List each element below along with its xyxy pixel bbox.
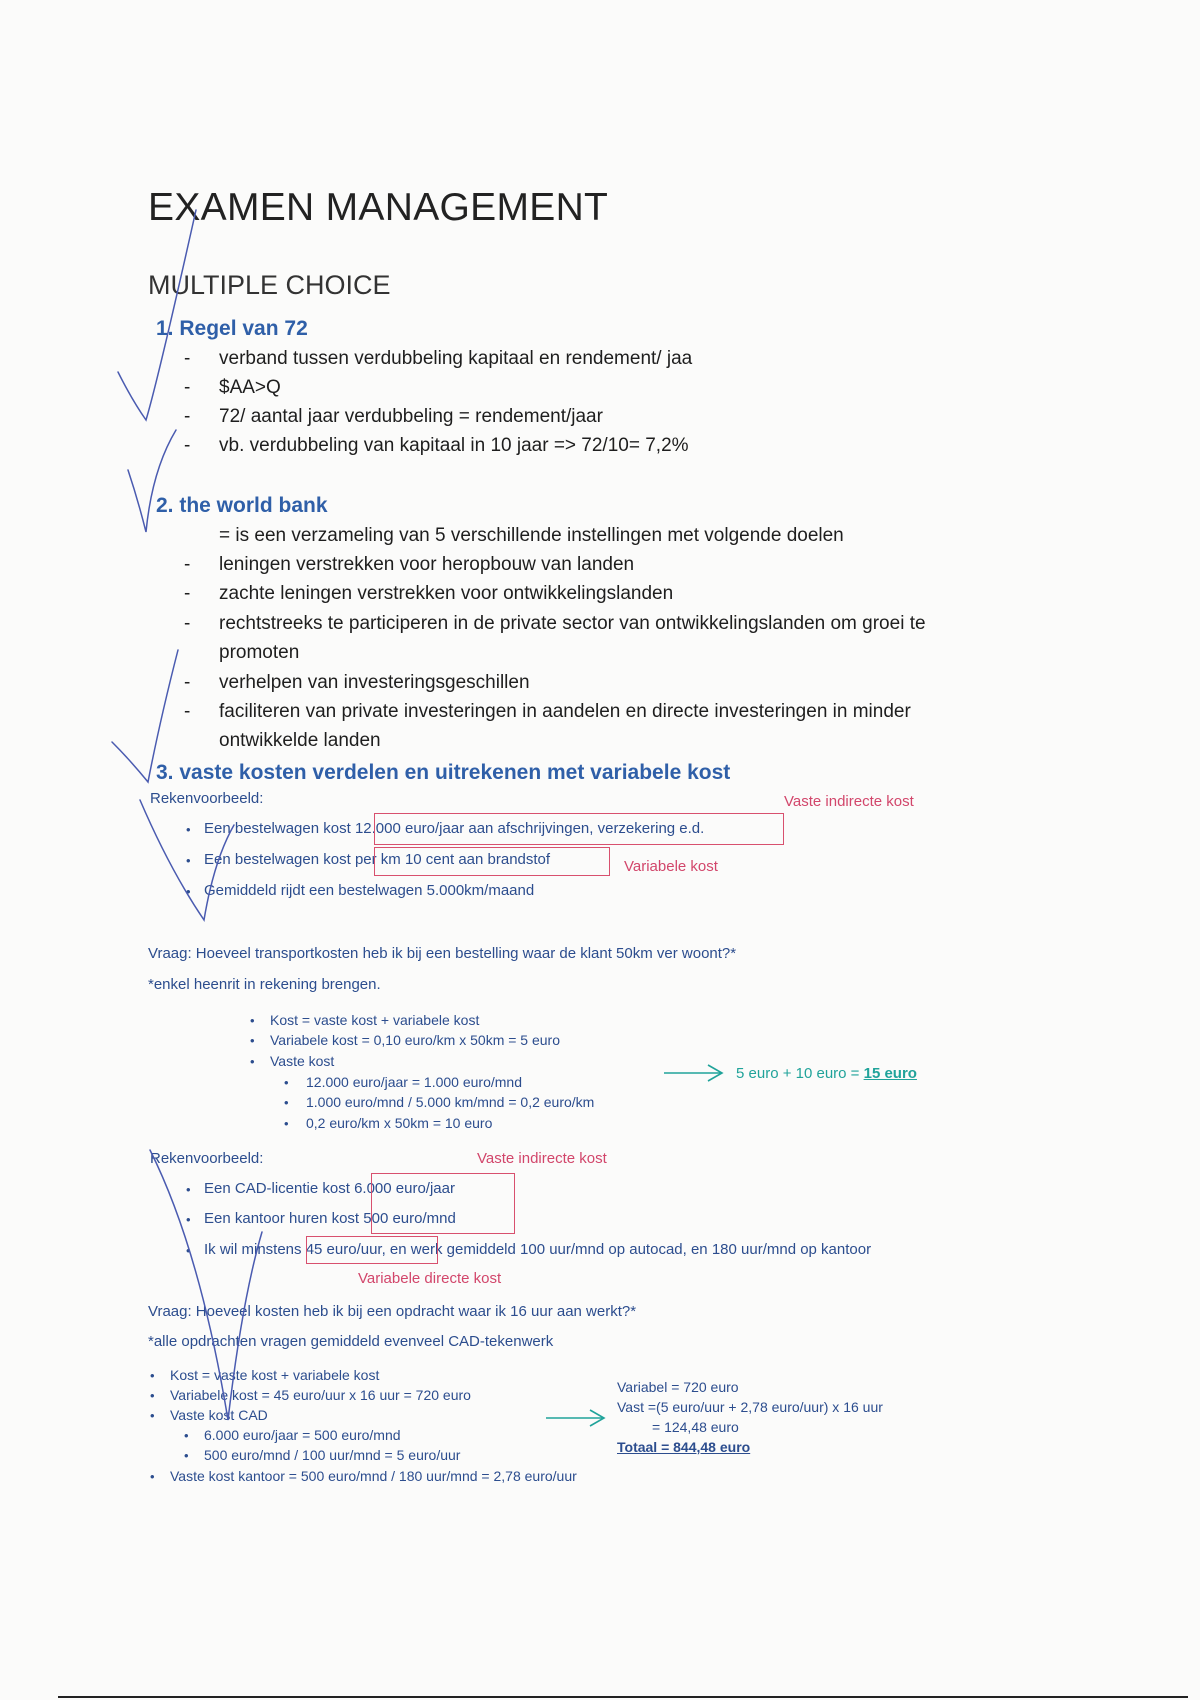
calc-subline: 12.000 euro/jaar = 1.000 euro/mnd xyxy=(306,1074,522,1090)
section-2-intro: = is een verzameling van 5 verschillende instellingen met volgende doelen xyxy=(219,525,844,546)
boxed-variable-cost: 45 euro/uur, en xyxy=(305,1241,407,1258)
calc-subline: 500 euro/mnd / 100 uur/mnd = 5 euro/uur xyxy=(204,1447,461,1463)
pen-check-mark xyxy=(112,210,262,1420)
list-item-continuation: ontwikkelde landen xyxy=(219,730,381,751)
dash-bullet: - xyxy=(184,348,191,369)
example-1-question: Vraag: Hoeveel transportkosten heb ik bij een bestelling waar de klant 50km ver woont?* xyxy=(148,945,737,962)
page-title: EXAMEN MANAGEMENT xyxy=(148,186,609,229)
bullet-dot: • xyxy=(250,1013,255,1028)
bullet-dot: • xyxy=(186,853,191,868)
bullet-dot: • xyxy=(150,1408,155,1423)
dash-bullet: - xyxy=(184,583,191,604)
calc-subline: 0,2 euro/km x 50km = 10 euro xyxy=(306,1115,493,1131)
list-item: rechtstreeks te participeren in de private sector van ontwikkelingslanden om groei te xyxy=(219,613,926,634)
dash-bullet: - xyxy=(184,701,191,722)
item-text: werk gemiddeld 100 uur/mnd op autocad, en 180 uur/mnd op kantoor xyxy=(406,1241,872,1258)
item-text: Ik wil minstens xyxy=(204,1241,306,1258)
annotation-fixed-indirect-cost: Vaste indirecte kost xyxy=(784,793,914,810)
list-item: verhelpen van investeringsgeschillen xyxy=(219,672,530,693)
annotation-fixed-indirect-cost: Vaste indirecte kost xyxy=(477,1150,607,1167)
example-1-note: *enkel heenrit in rekening brengen. xyxy=(148,976,381,993)
annotation-variable-cost: Variabele kost xyxy=(624,858,718,875)
dash-bullet: - xyxy=(184,377,191,398)
boxed-fixed-cost: 12.000 euro/jaar aan afschrijvingen, verzekering e.d. xyxy=(354,820,705,837)
list-item: $AA>Q xyxy=(219,377,281,398)
boxed-variable-cost: per km 10 cent aan brandstof xyxy=(354,851,551,868)
bullet-dot: • xyxy=(150,1368,155,1383)
result-line: Vast =(5 euro/uur + 2,78 euro/uur) x 16 uur xyxy=(617,1399,883,1415)
calc-line: Kost = vaste kost + variabele kost xyxy=(170,1367,380,1383)
bullet-dot: • xyxy=(250,1054,255,1069)
list-item: zachte leningen verstrekken voor ontwikkelingslanden xyxy=(219,583,674,604)
list-item: verband tussen verdubbeling kapitaal en rendement/ jaa xyxy=(219,348,693,369)
calc-subline: 1.000 euro/mnd / 5.000 km/mnd = 0,2 euro/km xyxy=(306,1094,595,1110)
list-item: vb. verdubbeling van kapitaal in 10 jaar => 72/10= 7,2% xyxy=(219,435,689,456)
result-total: 15 euro xyxy=(863,1065,917,1082)
example-2-question: Vraag: Hoeveel kosten heb ik bij een opdracht waar ik 16 uur aan werkt?* xyxy=(148,1303,637,1320)
boxed-fixed-cost: 500 euro/mnd xyxy=(363,1210,456,1227)
list-item-continuation: promoten xyxy=(219,642,300,663)
calc-subline: 6.000 euro/jaar = 500 euro/mnd xyxy=(204,1427,401,1443)
bullet-dot: • xyxy=(184,1448,189,1463)
item-text: Een CAD-licentie kost xyxy=(204,1180,355,1197)
arrow-right-icon xyxy=(546,1410,604,1426)
bullet-dot: • xyxy=(186,1212,191,1227)
dash-bullet: - xyxy=(184,613,191,634)
example-1-item-3: Gemiddeld rijdt een bestelwagen 5.000km/maand xyxy=(204,882,535,899)
result-total: Totaal = 844,48 euro xyxy=(617,1439,751,1455)
result-line: Variabel = 720 euro xyxy=(617,1379,739,1395)
example-1-label: Rekenvoorbeeld: xyxy=(150,790,264,807)
list-item: faciliteren van private investeringen in aandelen en directe investeringen in minder xyxy=(219,701,911,722)
boxed-fixed-cost: 6.000 euro/jaar xyxy=(354,1180,455,1197)
bullet-dot: • xyxy=(186,1182,191,1197)
bullet-dot: • xyxy=(150,1469,155,1484)
dash-bullet: - xyxy=(184,406,191,427)
section-1-heading: 1. Regel van 72 xyxy=(156,317,308,340)
bullet-dot: • xyxy=(186,822,191,837)
section-3-heading: 3. vaste kosten verdelen en uitrekenen met variabele kost xyxy=(156,761,731,784)
annotation-variable-direct-cost: Variabele directe kost xyxy=(358,1270,502,1287)
item-text: Een bestelwagen kost xyxy=(204,820,355,837)
calc-line: Vaste kost xyxy=(270,1053,335,1069)
bullet-dot: • xyxy=(250,1033,255,1048)
result-line: = 124,48 euro xyxy=(652,1419,739,1435)
bullet-dot: • xyxy=(150,1388,155,1403)
example-2-label: Rekenvoorbeeld: xyxy=(150,1150,264,1167)
example-2-note: *alle opdrachten vragen gemiddeld evenveel CAD-tekenwerk xyxy=(148,1333,554,1350)
bullet-dot: • xyxy=(284,1075,289,1090)
bullet-dot: • xyxy=(184,1428,189,1443)
bullet-dot: • xyxy=(284,1116,289,1131)
calc-line: Variabele kost = 0,10 euro/km x 50km = 5 euro xyxy=(270,1032,561,1048)
dash-bullet: - xyxy=(184,672,191,693)
item-text: Een bestelwagen kost xyxy=(204,851,355,868)
item-text: Een kantoor huren kost xyxy=(204,1210,364,1227)
calc-line: Kost = vaste kost + variabele kost xyxy=(270,1012,480,1028)
calc-line: Vaste kost kantoor = 500 euro/mnd / 180 uur/mnd = 2,78 euro/uur xyxy=(170,1468,577,1484)
bullet-dot: • xyxy=(186,1243,191,1258)
list-item: leningen verstrekken voor heropbouw van landen xyxy=(219,554,635,575)
section-2-heading: 2. the world bank xyxy=(156,494,328,517)
dash-bullet: - xyxy=(184,435,191,456)
arrow-right-icon xyxy=(664,1065,722,1081)
bullet-dot: • xyxy=(284,1095,289,1110)
dash-bullet: - xyxy=(184,554,191,575)
list-item: 72/ aantal jaar verdubbeling = rendement/jaar xyxy=(219,406,603,427)
result-expression: 5 euro + 10 euro = xyxy=(736,1065,864,1082)
bullet-dot: • xyxy=(186,884,191,899)
calc-line: Vaste kost CAD xyxy=(170,1407,268,1423)
calc-line: Variabele kost = 45 euro/uur x 16 uur = 720 euro xyxy=(170,1387,471,1403)
section-heading-multiple-choice: MULTIPLE CHOICE xyxy=(148,270,391,300)
